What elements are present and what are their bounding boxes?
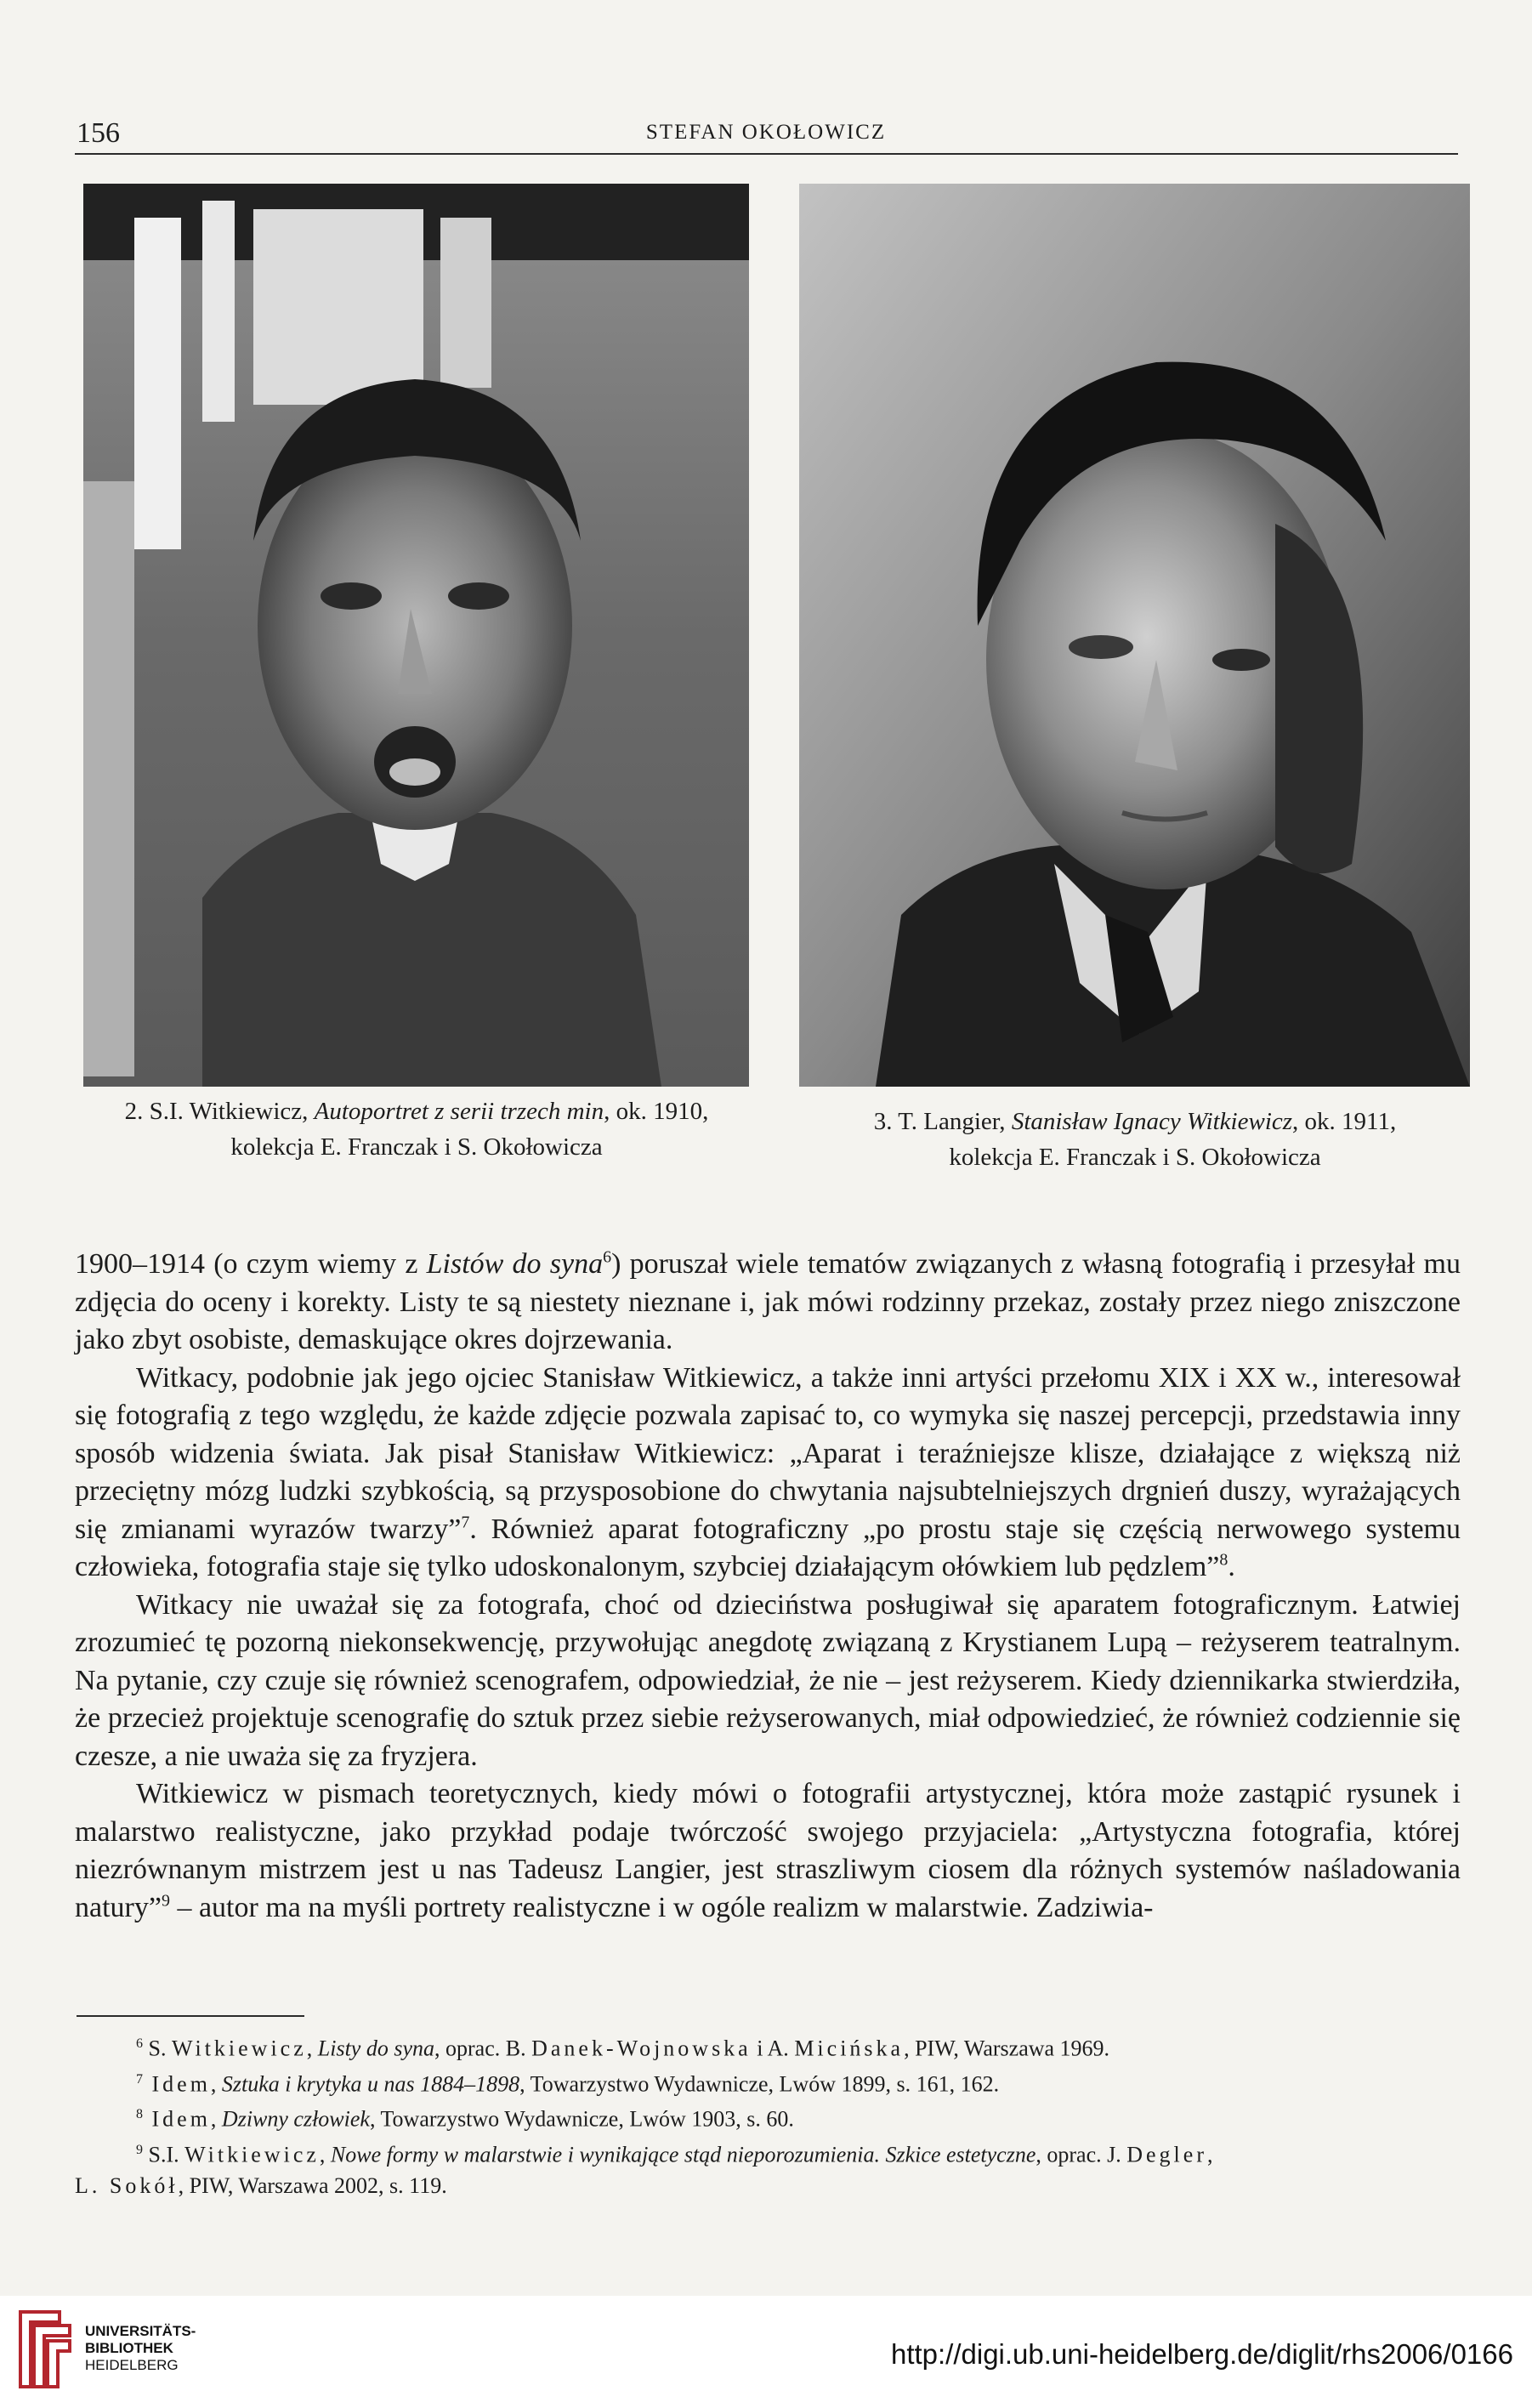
- footnote-ref: 9: [161, 1891, 170, 1911]
- caption-text: , ok. 1911,: [1292, 1108, 1397, 1135]
- caption-text: 3. T. Langier,: [873, 1108, 1012, 1135]
- figure-2-caption: [68, 1093, 765, 1165]
- caption-credit: kolekcja E. Franczak i S. Okołowicza: [230, 1133, 603, 1161]
- footnote-rule: [77, 2015, 304, 2017]
- self-portrait-photo: [83, 184, 749, 1087]
- caption-credit: kolekcja E. Franczak i S. Okołowicza: [949, 1144, 1321, 1171]
- footnote-ref: 8: [1219, 1550, 1228, 1570]
- caption-title: Autoportret z serii trzech min: [314, 1098, 604, 1125]
- footnote-ref: 6: [603, 1247, 612, 1267]
- caption-text: 2. S.I. Witkiewicz,: [124, 1098, 315, 1125]
- paragraph: 1900–1914 (o czym wiemy z Listów do syna$^6$) poruszał wiele tematów związanych z własną fotografią i przesyłał mu zdjęcia do oceny i korekty. Listy te są niestety nieznane i, jak mówi rodzinny przekaz, zostały przez niego zniszczone jako zbyt osobiste, demaskujące okres dojrzewania.: [75, 1247, 1461, 1355]
- figure-3-caption: [786, 1104, 1484, 1175]
- footnote-8: $^8$ Idem, Dziwny człowiek, Towarzystwo Wydawnicze, Lwów 1903, s. 60.: [136, 2106, 794, 2132]
- paragraph: Witkacy nie uważał się za fotografa, choć od dzieciństwa posługiwał się aparatem fotograficznym. Łatwiej zrozumieć tę pozorną niekonsekwencję, przywołując anegdotę związaną z Krystianem Lupą – reżyserem teatralnym. Na pytanie, czy czuje się również scenografem, odpowiedział, że nie – jest reżyserem. Kiedy dziennikarka stwierdziła, że przecież projektuje scenografię do sztuk przez siebie reżyserowanych, miał odpowiedzieć, że również codziennie się czesze, a nie uważa się za fryzjera.: [75, 1588, 1461, 1772]
- library-name: UNIVERSITÄTS- BIBLIOTHEK HEIDELBERG: [85, 2323, 196, 2373]
- portrait-photo: [799, 184, 1470, 1087]
- paragraph: Witkiewicz w pismach teoretycznych, kiedy mówi o fotografii artystycznej, która może zastąpić rysunek i malarstwo realistyczne, jako przykład podaje twórczość swojego przyjaciela: „Artystyczna fotografia, której niezrównanym mistrzem jest u nas Tadeusz Langier, jest straszliwym ciosem dla różnych systemów naśladowania natury”$^9$ – autor ma na myśli portrety realistyczne i w ogóle realizm w malarstwie. Zadziwia-: [75, 1778, 1461, 1923]
- library-logo-icon: [15, 2307, 75, 2392]
- footnote-ref: 7: [461, 1513, 470, 1532]
- caption-title: Stanisław Ignacy Witkiewicz: [1011, 1108, 1293, 1135]
- header-rule: [75, 153, 1458, 155]
- running-title: STEFAN OKOŁOWICZ: [645, 121, 887, 144]
- page-number: 156: [77, 117, 120, 149]
- footnotes: [75, 2029, 1461, 2201]
- source-url-link[interactable]: http://digi.ub.uni-heidelberg.de/diglit/rhs2006/0166: [890, 2338, 1513, 2370]
- footnote-6: $^6$ S. Witkiewicz, Listy do syna, oprac. B. Danek-Wojnowska i A. Micińska, PIW, Warszawa 1969.: [136, 2036, 1110, 2061]
- footnote-9: $^9$ S.I. Witkiewicz, Nowe formy w malarstwie i wynikające stąd nieporozumienia. Szkice estetyczne, oprac. J. Degler,: [136, 2142, 1213, 2167]
- body-text: [75, 1246, 1461, 1927]
- work-title: Listów do syna: [426, 1248, 604, 1280]
- footnote-7: $^7$ Idem, Sztuka i krytyka u nas 1884–1898, Towarzystwo Wydawnicze, Lwów 1899, s. 161, 162.: [136, 2071, 1000, 2097]
- footnote-9-continued: L. Sokół, PIW, Warszawa 2002, s. 119.: [75, 2172, 447, 2198]
- paragraph: Witkacy, podobnie jak jego ojciec Stanisław Witkiewicz, a także inni artyści przełomu XIX i XX w., interesował się fotografią z tego względu, że każde zdjęcie pozwala zapisać to, co wymyka się naszej percepcji, przedstawia inny sposób widzenia świata. Jak pisał Stanisław Witkiewicz: „Aparat i teraźniejsze klisze, działające z większą niż przeciętny mózg ludzki szybkością, są przysposobione do chwytania najsubtelniejszych drgnień duszy, wyrażających się zmianami wyrazów twarzy”$^7$. Również aparat fotograficzny „po prostu staje się częścią nerwowego systemu człowieka, fotografia staje się tylko udoskonalonym, szybciej działającym ołówkiem lub pędzlem”$^8$.: [75, 1361, 1461, 1582]
- caption-text: , ok. 1910,: [604, 1098, 709, 1125]
